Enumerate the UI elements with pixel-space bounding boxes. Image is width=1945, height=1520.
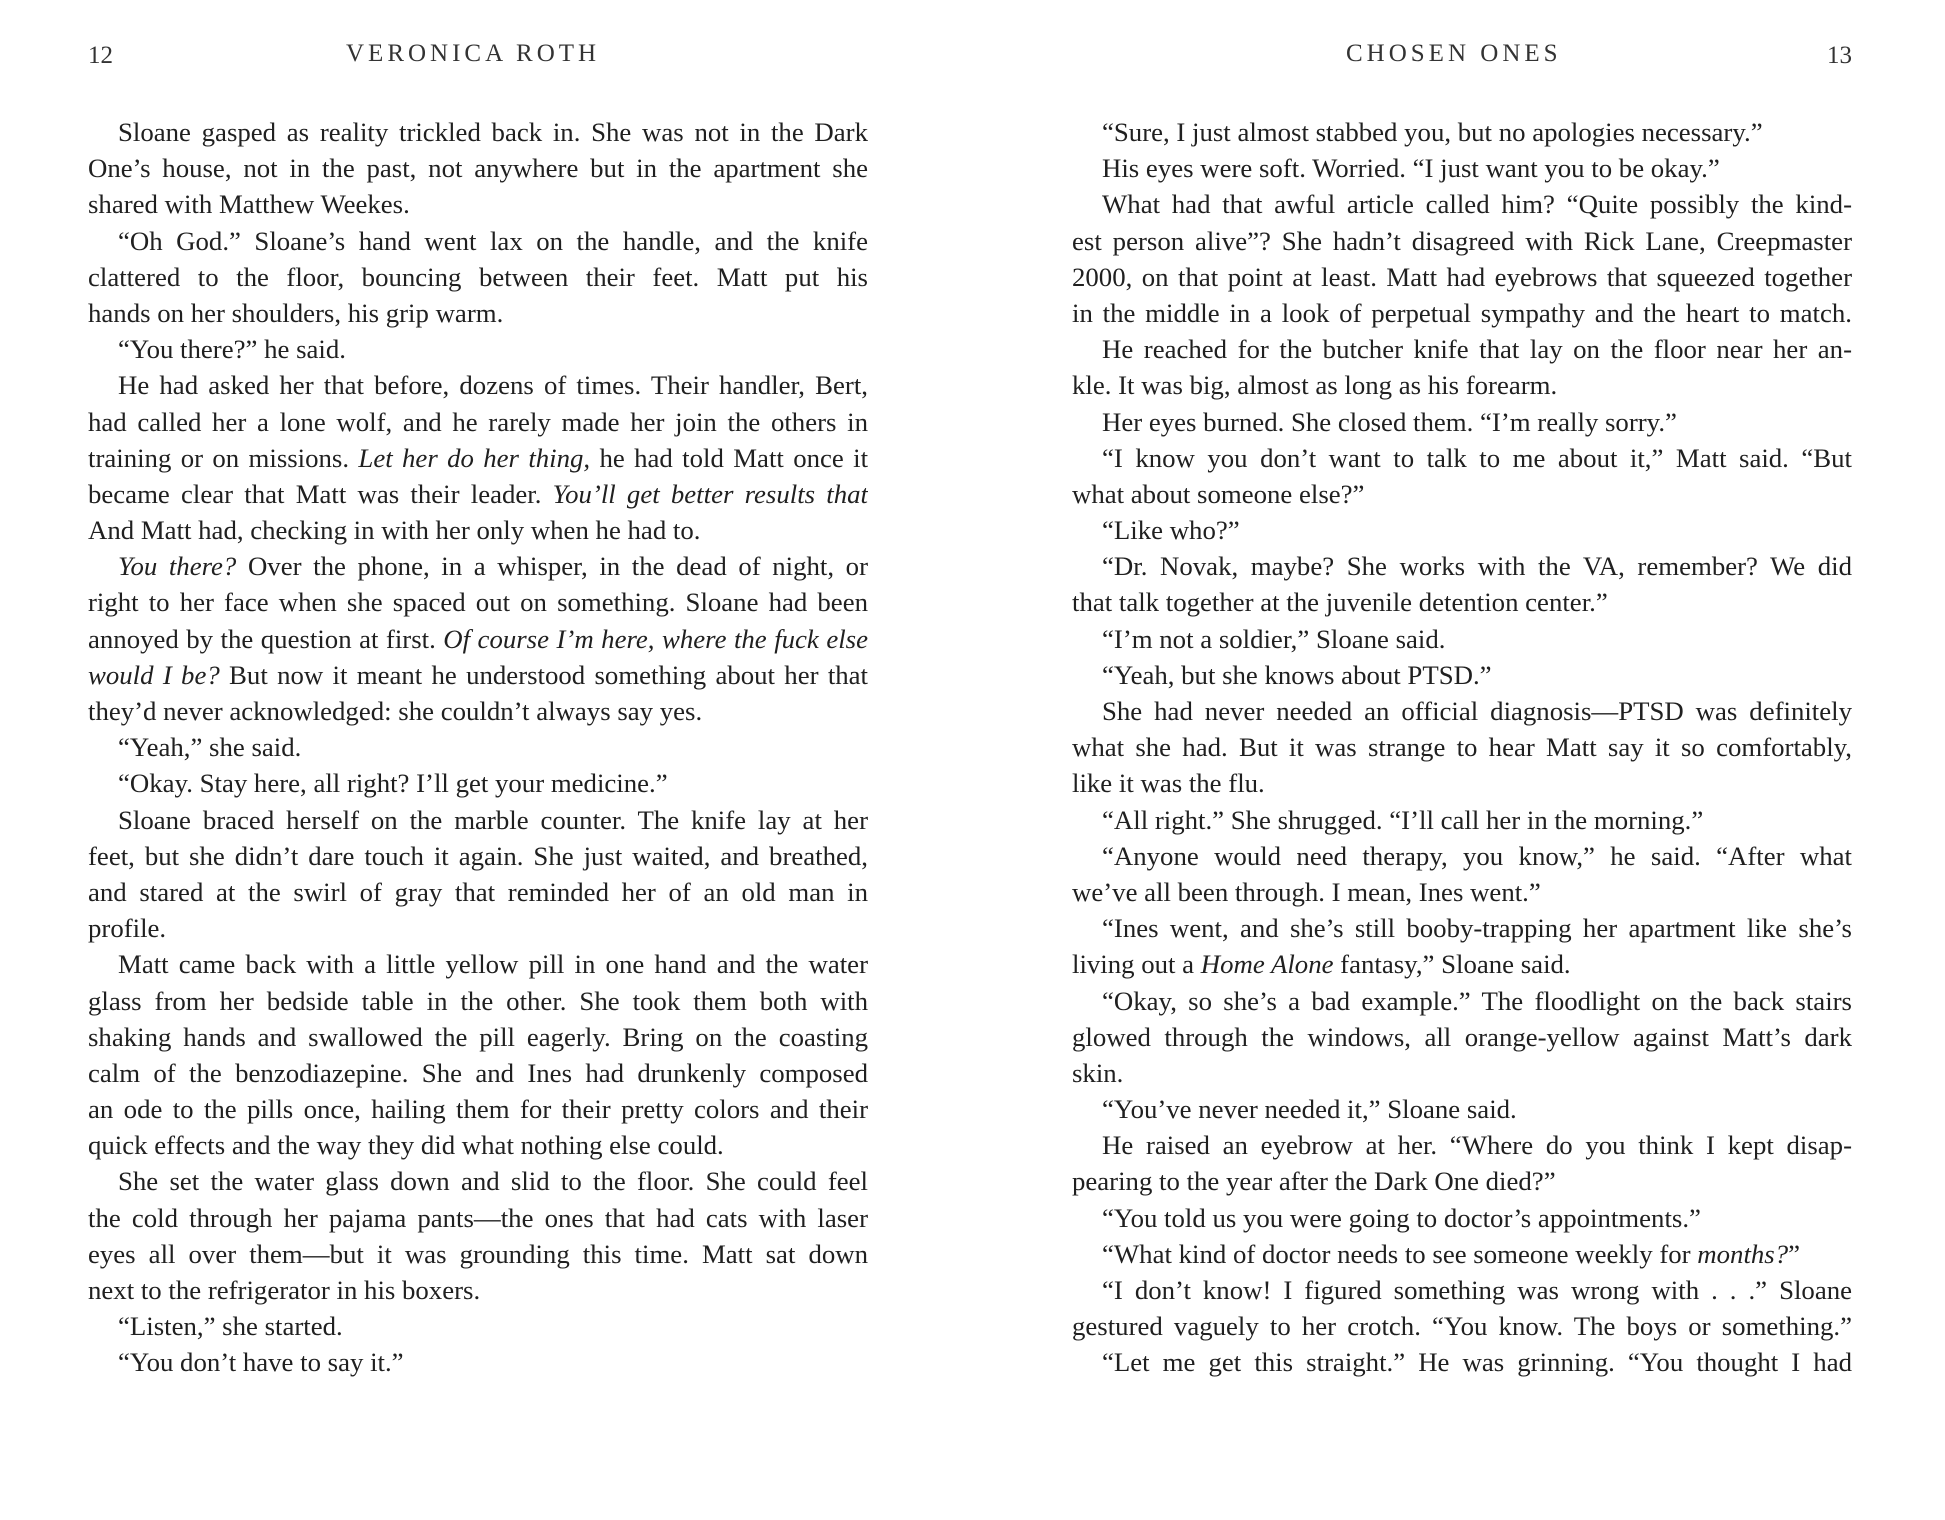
- text-line: [88, 838, 868, 874]
- text-line: [1072, 1127, 1852, 1163]
- text-line: [88, 1055, 868, 1091]
- text-span: “I don’t know! I figured something was wrong with . . .” Sloane: [1102, 1275, 1852, 1305]
- text-line: [88, 440, 868, 476]
- italic-text: months?: [1697, 1238, 1789, 1269]
- text-span: His eyes were soft. Worried. “I just want you to be okay.”: [1102, 153, 1720, 184]
- text-span: had called her a lone wolf, and he rarely made her join the others in: [88, 406, 868, 437]
- page-body-text: [88, 114, 868, 1381]
- text-line: [88, 1163, 868, 1199]
- text-line: [1072, 295, 1852, 331]
- text-span: in the middle in a look of perpetual sympathy and the heart to match.: [1072, 297, 1852, 328]
- text-line: [1072, 729, 1852, 765]
- text-span: “Ines went, and she’s still booby-trapping her apartment like she’s: [1102, 913, 1852, 944]
- text-span: Over the phone, in a whisper, in the dead of night, or: [236, 551, 868, 582]
- text-line: [88, 512, 868, 548]
- text-line: [1072, 802, 1852, 838]
- text-line: [88, 910, 868, 946]
- text-span: profile.: [88, 913, 167, 944]
- text-span: Her eyes burned. She closed them. “I’m really sorry.”: [1102, 406, 1677, 437]
- text-line: [88, 476, 868, 512]
- text-span: eyes all over them—but it was grounding this time. Matt sat down: [88, 1238, 868, 1269]
- text-span: what about someone else?”: [1072, 478, 1365, 509]
- text-span: skin.: [1072, 1057, 1124, 1088]
- text-span: that talk together at the juvenile detention center.”: [1072, 587, 1608, 618]
- text-span: an ode to the pills once, hailing them for their pretty colors and their: [88, 1094, 868, 1125]
- text-line: [88, 946, 868, 982]
- text-span: shaking hands and swallowed the pill eagerly. Bring on the coasting: [88, 1021, 868, 1052]
- text-line: [88, 259, 868, 295]
- text-span: “You there?” he said.: [118, 334, 346, 365]
- text-span: What had that awful article called him? “Quite possibly the kind-: [1102, 189, 1852, 220]
- text-line: [1072, 983, 1852, 1019]
- text-line: [1072, 1200, 1852, 1236]
- text-span: “I know you don’t want to talk to me about it,” Matt said. “But: [1102, 442, 1852, 473]
- text-line: [88, 1091, 868, 1127]
- text-span: Sloane gasped as reality trickled back in. She was not in the Dark: [118, 117, 868, 147]
- text-span: “Like who?”: [1102, 515, 1240, 546]
- running-head-title: CHOSEN ONES: [1346, 40, 1562, 67]
- text-span: feet, but she didn’t dare touch it again. She just waited, and breathed,: [88, 840, 868, 871]
- text-span: what she had. But it was strange to hear Matt say it so comfortably,: [1072, 732, 1852, 763]
- text-line: [88, 983, 868, 1019]
- text-line: [88, 404, 868, 440]
- text-span: living out a: [1072, 949, 1201, 980]
- text-line: [1072, 259, 1852, 295]
- text-line: [88, 1308, 868, 1344]
- text-line: [88, 331, 868, 367]
- text-line: [88, 584, 868, 620]
- text-line: [88, 367, 868, 403]
- text-line: [88, 1127, 868, 1163]
- text-span: fantasy,” Sloane said.: [1333, 949, 1571, 980]
- text-span: glowed through the windows, all orange-yellow against Matt’s dark: [1072, 1021, 1852, 1052]
- text-span: glass from her bedside table in the other. She took them both with: [88, 985, 868, 1016]
- text-line: [1072, 1272, 1852, 1308]
- text-line: [88, 1200, 868, 1236]
- text-line: [1072, 150, 1852, 186]
- text-span: And Matt had, checking in with her only when he had to.: [88, 515, 701, 546]
- text-span: training or on missions.: [88, 442, 359, 473]
- text-span: “Anyone would need therapy, you know,” he said. “After what: [1102, 840, 1852, 871]
- italic-text: You’ll get better results that: [552, 478, 868, 509]
- text-span: gestured vaguely to her crotch. “You know. The boys or something.”: [1072, 1311, 1852, 1342]
- text-span: like it was the flu.: [1072, 768, 1265, 799]
- text-line: [1072, 512, 1852, 548]
- text-line: [1072, 1308, 1852, 1344]
- text-span: clattered to the floor, bouncing between their feet. Matt put his: [88, 261, 868, 292]
- text-line: [1072, 657, 1852, 693]
- text-span: “Yeah,” she said.: [118, 732, 302, 763]
- text-span: and stared at the swirl of gray that reminded her of an old man in: [88, 876, 868, 907]
- text-line: [88, 295, 868, 331]
- text-span: became clear that Matt was their leader.: [88, 478, 553, 509]
- text-span: Sloane braced herself on the marble counter. The knife lay at her: [118, 804, 868, 835]
- text-line: [1072, 114, 1852, 150]
- text-span: “What kind of doctor needs to see someone weekly for: [1102, 1238, 1698, 1269]
- text-span: “Listen,” she started.: [118, 1311, 343, 1342]
- text-span: kle. It was big, almost as long as his forearm.: [1072, 370, 1558, 401]
- text-span: “Sure, I just almost stabbed you, but no apologies necessary.”: [1102, 117, 1763, 147]
- text-span: She had never needed an official diagnosis—PTSD was definitely: [1102, 696, 1852, 726]
- text-span: shared with Matthew Weekes.: [88, 189, 410, 220]
- text-span: “Okay. Stay here, all right? I’ll get your medicine.”: [118, 768, 668, 799]
- text-line: [1072, 548, 1852, 584]
- page-body-text: [1072, 114, 1852, 1381]
- text-line: [88, 548, 868, 584]
- italic-text: Let her do her thing,: [358, 442, 591, 473]
- text-line: [1072, 1055, 1852, 1091]
- text-line: [1072, 765, 1852, 801]
- text-line: [88, 765, 868, 801]
- text-line: [88, 802, 868, 838]
- text-line: [88, 114, 868, 150]
- text-line: [1072, 1236, 1852, 1272]
- text-span: He had asked her that before, dozens of times. Their handler, Bert,: [118, 370, 868, 401]
- text-line: [1072, 1091, 1852, 1127]
- text-span: “You don’t have to say it.”: [118, 1347, 404, 1378]
- text-span: ”: [1788, 1238, 1801, 1269]
- text-line: [1072, 404, 1852, 440]
- running-head-author: VERONICA ROTH: [346, 40, 601, 67]
- text-span: But now it meant he understood something about her that: [219, 659, 868, 690]
- text-line: [1072, 440, 1852, 476]
- text-span: pearing to the year after the Dark One died?”: [1072, 1166, 1556, 1197]
- text-line: [88, 693, 868, 729]
- text-line: [88, 1272, 868, 1308]
- text-span: 2000, on that point at least. Matt had eyebrows that squeezed together: [1072, 261, 1852, 292]
- text-span: the cold through her pajama pants—the ones that had cats with laser: [88, 1202, 868, 1233]
- text-span: “Dr. Novak, maybe? She works with the VA, remember? We did: [1102, 551, 1852, 582]
- text-line: [88, 186, 868, 222]
- text-line: [88, 1236, 868, 1272]
- text-line: [1072, 1344, 1852, 1380]
- page-number: 12: [88, 42, 113, 69]
- text-span: est person alive”? She hadn’t disagreed with Rick Lane, Creepmaster: [1072, 225, 1852, 256]
- text-line: [88, 223, 868, 259]
- text-span: She set the water glass down and slid to the floor. She could feel: [118, 1166, 868, 1197]
- page-number: 13: [1827, 42, 1852, 69]
- text-line: [88, 657, 868, 693]
- text-line: [1072, 946, 1852, 982]
- left-page: [88, 0, 868, 1500]
- text-line: [88, 621, 868, 657]
- text-span: hands on her shoulders, his grip warm.: [88, 297, 504, 328]
- text-line: [88, 1344, 868, 1380]
- text-span: next to the refrigerator in his boxers.: [88, 1275, 481, 1305]
- italic-text: would I be?: [88, 659, 220, 690]
- text-line: [1072, 476, 1852, 512]
- text-line: [1072, 1019, 1852, 1055]
- text-span: “You’ve never needed it,” Sloane said.: [1102, 1094, 1517, 1125]
- italic-text: You there?: [118, 551, 237, 582]
- italic-text: Of course I’m here, where the fuck else: [443, 623, 868, 654]
- text-span: calm of the benzodiazepine. She and Ines had drunkenly composed: [88, 1057, 868, 1088]
- italic-text: Home Alone: [1200, 949, 1334, 980]
- text-line: [88, 150, 868, 186]
- text-line: [1072, 910, 1852, 946]
- text-span: He raised an eyebrow at her. “Where do you think I kept disap-: [1102, 1130, 1852, 1161]
- text-line: [1072, 838, 1852, 874]
- text-span: One’s house, not in the past, not anywhere but in the apartment she: [88, 153, 868, 184]
- text-span: we’ve all been through. I mean, Ines went.”: [1072, 876, 1541, 907]
- text-span: “All right.” She shrugged. “I’ll call her in the morning.”: [1102, 804, 1704, 835]
- text-span: annoyed by the question at first.: [88, 623, 444, 654]
- text-span: “Okay, so she’s a bad example.” The floodlight on the back stairs: [1102, 985, 1852, 1016]
- text-span: they’d never acknowledged: she couldn’t always say yes.: [88, 696, 703, 726]
- text-line: [88, 729, 868, 765]
- text-line: [1072, 693, 1852, 729]
- text-line: [1072, 367, 1852, 403]
- text-span: right to her face when she spaced out on something. Sloane had been: [88, 587, 868, 618]
- text-line: [1072, 186, 1852, 222]
- text-span: “Yeah, but she knows about PTSD.”: [1102, 659, 1492, 690]
- text-line: [1072, 223, 1852, 259]
- text-span: “You told us you were going to doctor’s appointments.”: [1102, 1202, 1701, 1233]
- text-span: Matt came back with a little yellow pill in one hand and the water: [118, 949, 868, 980]
- text-span: “I’m not a soldier,” Sloane said.: [1102, 623, 1446, 654]
- text-line: [1072, 584, 1852, 620]
- text-line: [1072, 621, 1852, 657]
- text-span: he had told Matt once it: [590, 442, 868, 473]
- text-span: “Let me get this straight.” He was grinning. “You thought I had: [1102, 1347, 1852, 1378]
- text-line: [88, 1019, 868, 1055]
- text-line: [1072, 1163, 1852, 1199]
- text-span: quick effects and the way they did what nothing else could.: [88, 1130, 724, 1161]
- text-span: “Oh God.” Sloane’s hand went lax on the handle, and the knife: [118, 225, 868, 256]
- right-page: [1072, 0, 1852, 1500]
- text-line: [1072, 331, 1852, 367]
- text-line: [1072, 874, 1852, 910]
- text-line: [88, 874, 868, 910]
- text-span: He reached for the butcher knife that lay on the floor near her an-: [1102, 334, 1852, 365]
